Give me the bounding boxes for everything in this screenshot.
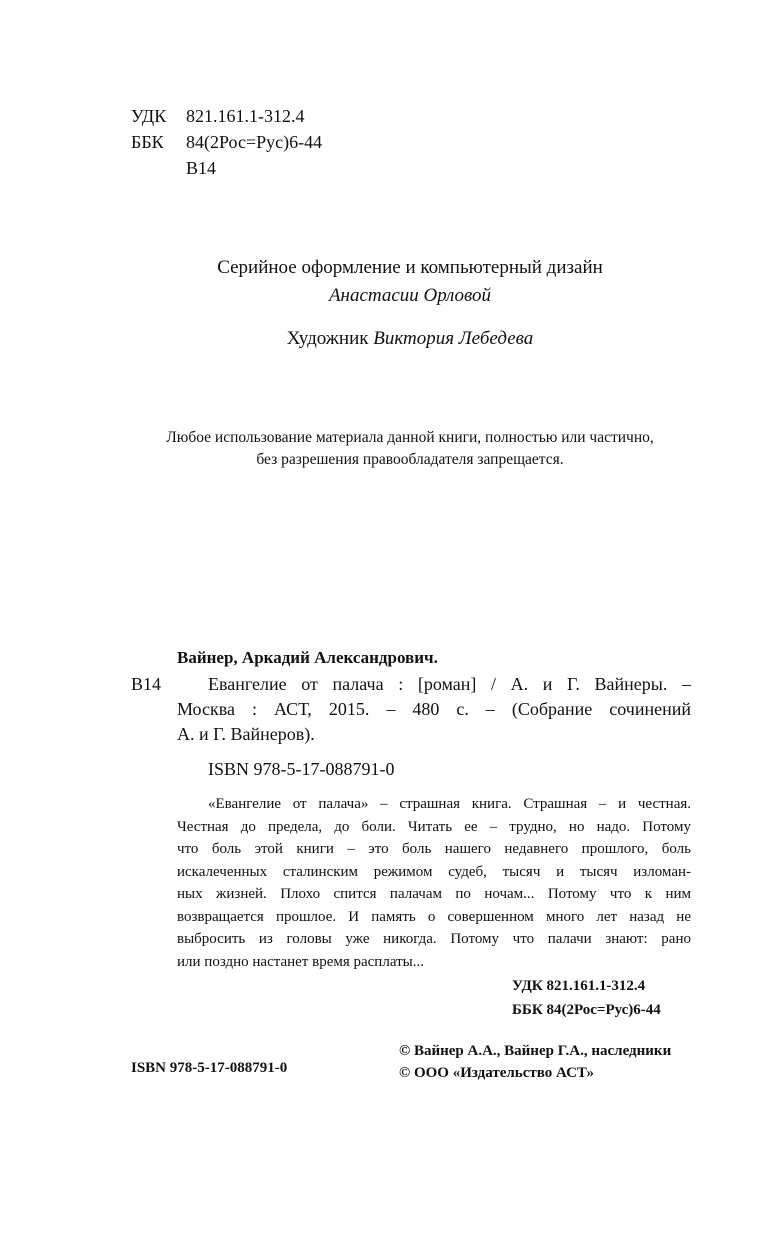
artist-credit [0, 328, 768, 350]
bbk-row [131, 129, 322, 155]
bbk-value: 84(2Рос=Рус)6-44 [186, 132, 323, 152]
annotation-line: выбросить из головы уже никогда. Потому что палачи знают: рано [177, 931, 691, 947]
bib-code: В14 [131, 674, 162, 694]
design-credit [0, 254, 768, 310]
annotation-line: Честная до предела, до боли. Читать ее – трудно, но надо. Потому [177, 818, 691, 835]
classification-block [131, 103, 322, 181]
annotation-line: искалеченных сталинским режимом судеб, тысяч и тысяч изломан- [177, 863, 691, 880]
copyright-note-line: Любое использование материала данной книги, полностью или частично, [166, 429, 654, 446]
udk-label: УДК [131, 106, 167, 126]
annotation-line: возвращается прошлое. И память о совершенном много лет назад не [177, 908, 691, 925]
copyright-note-line: без разрешения правообладателя запрещается. [256, 451, 564, 468]
bib-line: Евангелие от палача : [роман] / А. и Г. Вайнеры. – [208, 674, 691, 694]
designer-name: Анастасии Орловой [328, 285, 492, 306]
isbn-footer: ISBN 978-5-17-088791-0 [131, 1060, 288, 1076]
rights-authors: © Вайнер А.А., Вайнер Г.А., наследники [399, 1043, 672, 1059]
artist-name: Виктория Лебедева [373, 328, 534, 349]
author-heading: Вайнер, Аркадий Александрович. [177, 648, 438, 667]
rights-publisher: © ООО «Издательство АСТ» [399, 1065, 595, 1081]
footer-udk: УДК 821.161.1-312.4 [512, 978, 646, 994]
bib-line: Москва : АСТ, 2015. – 480 с. – (Собрание сочинений [177, 699, 691, 719]
annotation-line: или поздно настанет время расплаты... [177, 953, 424, 970]
isbn-main: ISBN 978-5-17-088791-0 [208, 759, 395, 779]
author-mark-row [131, 155, 322, 181]
annotation-line: что боль этой книги – это боль нашего недавнего прошлого, боль [177, 841, 691, 857]
bbk-label: ББК [131, 132, 164, 152]
bib-line: А. и Г. Вайнеров). [177, 724, 315, 744]
udk-row [131, 103, 322, 129]
annotation-line: ных жизней. Плохо спится палачам по ночам... Потому что к ним [177, 886, 691, 902]
design-line: Серийное оформление и компьютерный дизайн [217, 257, 603, 278]
annotation [177, 793, 691, 973]
footer-codes [512, 974, 661, 1022]
udk-value: 821.161.1-312.4 [186, 106, 305, 126]
annotation-line: «Евангелие от палача» – страшная книга. Страшная – и честная. [208, 796, 691, 812]
copyright-note [0, 427, 768, 471]
footer-bbk: ББК 84(2Рос=Рус)6-44 [512, 1002, 661, 1018]
rights-block [399, 1040, 671, 1084]
artist-prefix: Художник [286, 328, 369, 349]
author-mark: В14 [186, 158, 217, 178]
bib-description [177, 672, 691, 747]
